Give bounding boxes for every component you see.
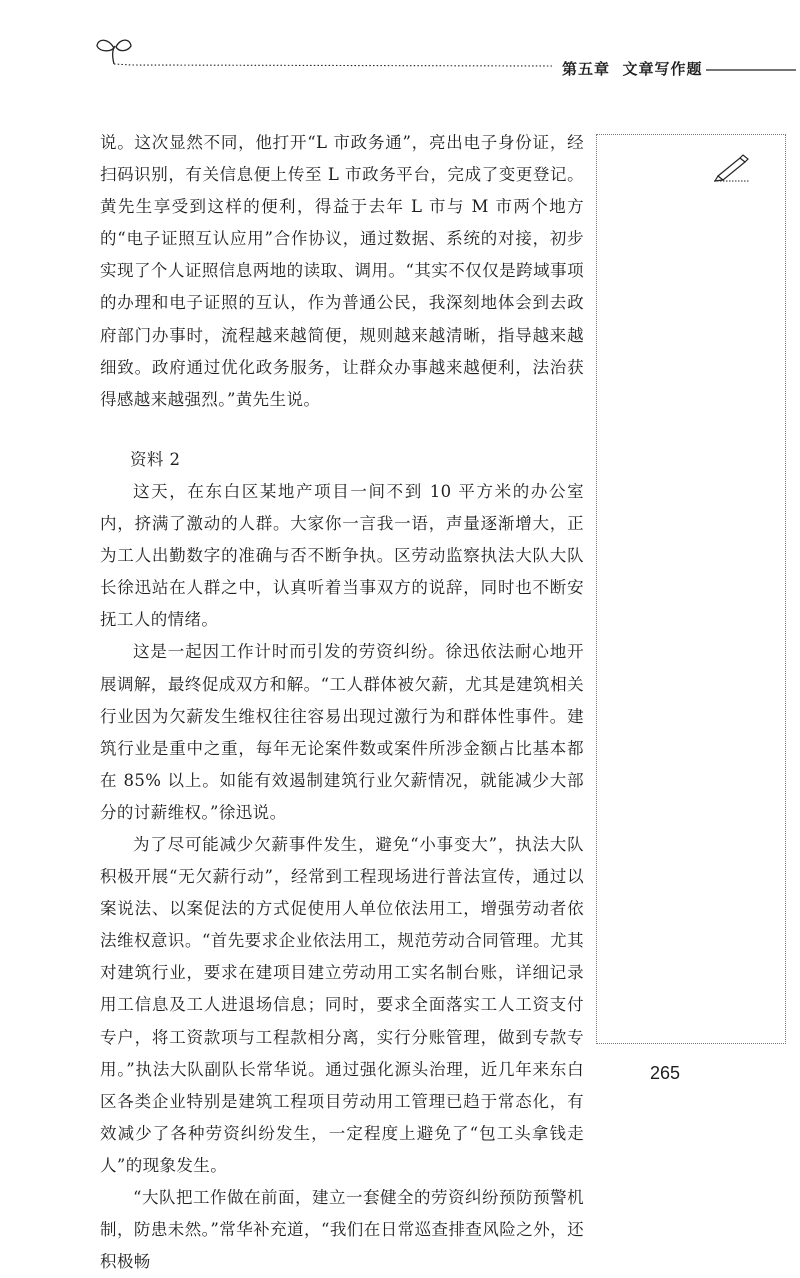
body-text	[100, 127, 584, 1278]
chapter-title	[562, 58, 702, 79]
notes-sidebar	[596, 134, 786, 1044]
section-title: 资料 2	[130, 449, 181, 469]
page-number: 265	[650, 1063, 681, 1083]
paragraph: “大队把工作做在前面，建立一套健全的劳资纠纷预防预警机制，防患未然。”常华补充道，“我们在日常巡查排查风险之外，还积极畅	[100, 1188, 584, 1272]
paragraph: 这天，在东白区某地产项目一间不到 10 平方米的办公室内，挤满了激动的人群。大家你一言我一语，声量逐渐增大，正为工人出勤数字的准确与否不断争执。区劳动监察执法大队大队长徐迅站在人群之中，认真听着当事双方的说辞，同时也不断安抚工人的情绪。	[100, 481, 584, 630]
pen-icon	[712, 152, 752, 182]
sprout-icon	[97, 40, 131, 64]
paragraph: 这是一起因工作计时而引发的劳资纠纷。徐迅依法耐心地开展调解，最终促成双方和解。“工人群体被欠薪，尤其是建筑相关行业因为欠薪发生维权往往容易出现过激行为和群体性事件。建筑行业是重中之重，每年无论案件数或案件所涉金额占比基本都在 85% 以上。如能有效遏制建筑行业欠薪情况，就能减少大部分的讨薪维权。”徐迅说。	[100, 642, 584, 822]
chapter-number: 第五章	[562, 60, 611, 78]
paragraph: 为了尽可能减少欠薪事件发生，避免“小事变大”，执法大队积极开展“无欠薪行动”，经常到工程现场进行普法宣传，通过以案说法、以案促法的方式促使用人单位依法用工，增强劳动者依法维权意识。“首先要求企业依法用工，规范劳动合同管理。尤其对建筑行业，要求在建项目建立劳动用工实名制台账，详细记录用工信息及工人进退场信息；同时，要求全面落实工人工资支付专户，将工资款项与工程款相分离，实行分账管理，做到专款专用。”执法大队副队长常华说。通过强化源头治理，近几年来东白区各类企业特别是建筑工程项目劳动用工管理已趋于常态化，有效减少了各种劳资纠纷发生，一定程度上避免了“包工头拿钱走人”的现象发生。	[100, 834, 584, 1175]
chapter-name: 文章写作题	[622, 60, 703, 78]
page-header	[0, 0, 800, 100]
continued-paragraph: 说。这次显然不同，他打开“L 市政务通”，亮出电子身份证，经扫码识别，有关信息便上传至 L 市政务平台，完成了变更登记。黄先生享受到这样的便利，得益于去年 L 市与 M 市两个地方的“电子证照互认应用”合作协议，通过数据、系统的对接，初步实现了个人证照信息两地的读取、调用。“其实不仅仅是跨域事项的办理和电子证照的互认，作为普通公民，我深刻地体会到去政府部门办事时，流程越来越简便，规则越来越清晰，指导越来越细致。政府通过优化政务服务，让群众办事越来越便利，法治获得感越来越强烈。”黄先生说。	[100, 133, 584, 409]
header-decoration	[0, 0, 800, 100]
